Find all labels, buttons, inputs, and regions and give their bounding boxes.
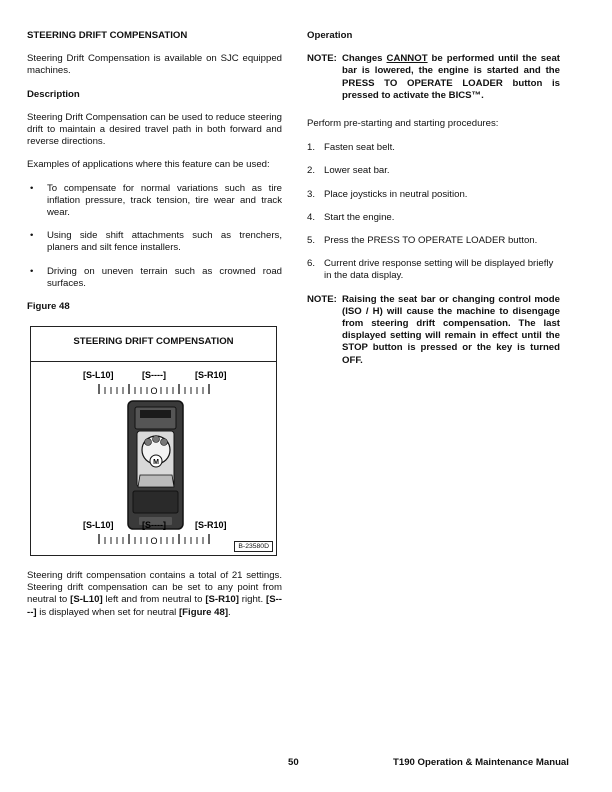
intro-paragraph: Steering Drift Compensation is available on SJC equipped machines. <box>27 53 282 77</box>
list-item: • Using side shift attachments such as trenchers, planers and silt fence installers. <box>30 230 282 254</box>
figure-48 <box>30 326 277 556</box>
note-label: NOTE: <box>307 53 337 65</box>
figure-label: Figure 48 <box>27 301 70 313</box>
left-column <box>27 30 282 313</box>
list-item: 2. Lower seat bar. <box>307 165 390 177</box>
top-label-neutral: [S----] <box>142 370 166 380</box>
page-number: 50 <box>288 757 299 768</box>
bottom-label-left: [S-L10] <box>83 520 114 530</box>
note-raising <box>307 294 560 367</box>
bottom-label-neutral: [S----] <box>142 520 166 530</box>
note-changes <box>307 53 560 102</box>
list-item: • Driving on uneven terrain such as crowned road surfaces. <box>30 265 282 289</box>
description-paragraph: Steering Drift Compensation can be used to reduce steering drift to maintain a desired travel path in both forward and reverse directions. <box>27 111 282 148</box>
examples-list <box>27 183 282 290</box>
right-column <box>307 30 560 367</box>
section-heading: STEERING DRIFT COMPENSATION <box>27 30 188 41</box>
note-text: Changes CANNOT be performed until the seat bar is lowered, the engine is started and the PRESS TO OPERATE LOADER button is pressed to activate the BICS™. <box>342 53 560 101</box>
closing-paragraph: Steering drift compensation contains a total of 21 settings. Steering drift compensation can be set to any point from neutral to [S-L10] left and from neutral to [S-R10] right. [S----] is displayed when set for neutral [Figure 48]. <box>27 570 282 618</box>
bottom-label-right: [S-R10] <box>195 520 227 530</box>
figure-title: STEERING DRIFT COMPENSATION <box>73 336 234 347</box>
list-item: 1. Fasten seat belt. <box>307 142 395 154</box>
manual-title: T190 Operation & Maintenance Manual <box>393 757 569 768</box>
list-item: 4. Start the engine. <box>307 211 395 223</box>
top-scale-center: O <box>150 386 158 396</box>
joystick-panel <box>128 401 183 529</box>
figure-id: B-23580D <box>234 541 273 552</box>
steering-drift-diagram <box>31 327 276 555</box>
examples-paragraph: Examples of applications where this feature can be used: <box>27 159 270 171</box>
perform-paragraph: Perform pre-starting and starting procedures: <box>307 118 499 130</box>
top-label-right: [S-R10] <box>195 370 227 380</box>
list-item: 6. Current drive response setting will be displayed briefly in the data display. <box>307 258 554 282</box>
bottom-scale-center: O <box>150 536 158 546</box>
steps-list <box>307 142 560 282</box>
list-item: 5. Press the PRESS TO OPERATE LOADER button. <box>307 235 538 247</box>
joystick-letter: M <box>153 459 159 466</box>
list-item: 3. Place joysticks in neutral position. <box>307 188 468 200</box>
note-text: Raising the seat bar or changing control mode (ISO / H) will cause the machine to disengage from steering drift compensation. The last displayed setting will remain in effect until the STOP button is pressed or the key is turned OFF. <box>342 293 560 366</box>
list-item: • To compensate for normal variations such as tire inflation pressure, track tension, tire wear and track wear. <box>30 182 282 219</box>
top-label-left: [S-L10] <box>83 370 114 380</box>
note-label: NOTE: <box>307 293 337 305</box>
operation-heading: Operation <box>307 30 353 41</box>
description-heading: Description <box>27 88 80 100</box>
